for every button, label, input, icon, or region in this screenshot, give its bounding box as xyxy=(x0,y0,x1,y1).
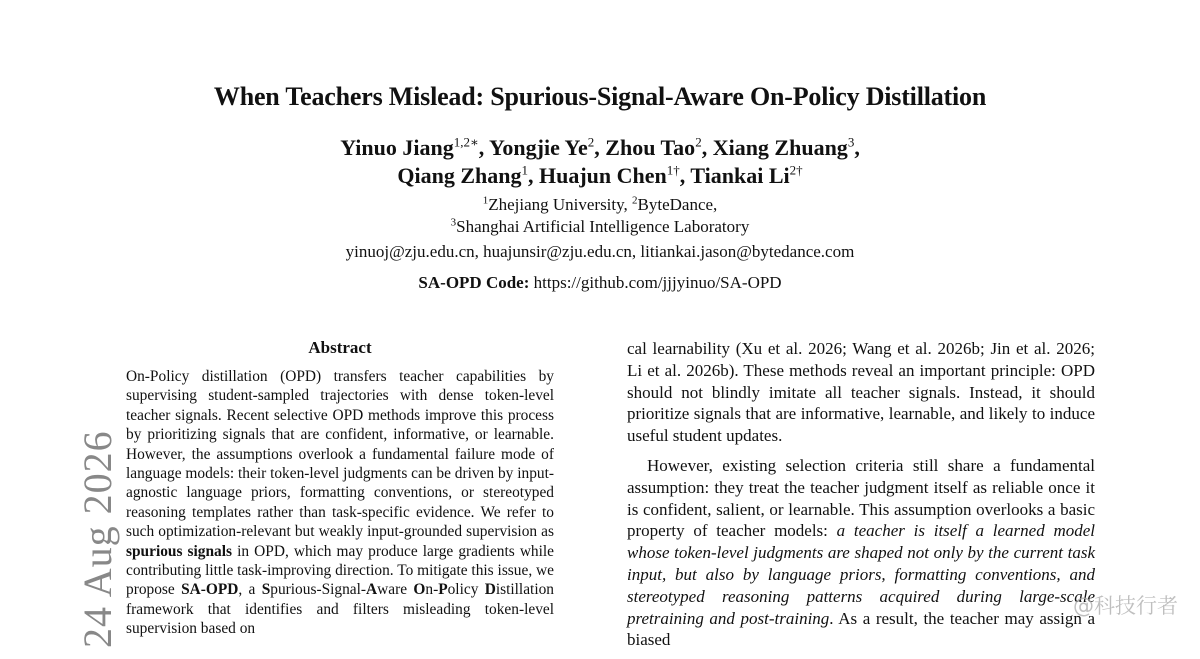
author-name: Yongjie Ye xyxy=(488,135,588,160)
affiliation-line-1 xyxy=(0,194,1200,216)
body-italic-text: a teacher is itself a learned model whose token-level judgments are shaped not only by the current task input, but also by language priors, formatting conventions, and stereotyped reasoning patterns acquired during large-scale pretraining and post-training xyxy=(627,521,1095,628)
author-separator: , xyxy=(854,135,860,160)
abstract-bold-term: spurious signals xyxy=(126,542,233,560)
watermark-text: @科技行者 xyxy=(1073,594,1178,618)
abstract-text: purious-Signal- xyxy=(270,581,367,599)
author-name: Xiang Zhuang xyxy=(712,135,848,160)
abstract-text: olicy xyxy=(447,581,485,599)
watermark xyxy=(1073,590,1178,620)
author-name: Qiang Zhang xyxy=(397,163,522,188)
author-affil-mark: 1† xyxy=(666,162,680,178)
abstract-text: On-Policy distillation (OPD) transfers teacher capabilities by supervising student-sampled trajectories with dense token-level teacher signals. Recent selective OPD methods improve this process by prioritizing signals that are confident, informative, or learnable. However, the assumptions overlook a fundamental failure mode of language models: their token-level judgments can be driven by input-agnostic language priors, formatting conventions, or stereotyped reasoning templates rather than task-specific evidence. We refer to such optimization-relevant but weakly input-grounded supervision as xyxy=(126,368,554,541)
margin-date-text: 24 Aug 2026 xyxy=(75,430,120,648)
abstract-text: ware xyxy=(377,581,414,599)
affiliation: Shanghai Artificial Intelligence Laboratory xyxy=(456,217,750,236)
affiliation: Zhejiang University, xyxy=(488,195,633,214)
affil-mark: 2 xyxy=(632,194,638,207)
abstract-text: in OPD, which may produce large gradients while contributing little task-improving direction. To mitigate this issue, we propose xyxy=(126,542,555,599)
author-affil-mark: 1,2∗ xyxy=(453,134,479,150)
author-affil-mark: 2 xyxy=(587,134,595,150)
abstract-text: , a xyxy=(238,581,262,599)
paper-title: When Teachers Mislead: Spurious-Signal-Aware On-Policy Distillation xyxy=(213,82,987,111)
author-separator: , xyxy=(478,135,489,160)
author-separator: , xyxy=(594,135,606,160)
author-separator: , xyxy=(701,135,713,160)
acronym-letter: O xyxy=(413,581,426,599)
abstract-bold-term: SA-OPD xyxy=(181,581,239,599)
author-separator: , xyxy=(679,163,691,188)
author-affil-mark: 3 xyxy=(847,134,855,150)
body-paragraph xyxy=(627,455,1095,651)
author-affil-mark: 2 xyxy=(695,134,702,150)
acronym-letter: S xyxy=(261,581,271,599)
code-link-line xyxy=(0,273,1200,293)
code-label: SA-OPD Code: xyxy=(418,273,530,292)
abstract-body xyxy=(126,367,554,639)
author-line-1 xyxy=(0,134,1200,162)
abstract-text: n- xyxy=(425,581,439,599)
acronym-letter: D xyxy=(484,581,496,599)
affiliation-line-2 xyxy=(0,216,1200,238)
abstract-heading: Abstract xyxy=(308,338,372,357)
abstract-text: istillation framework that identifies and filters misleading token-level supervision based on xyxy=(126,581,554,638)
acronym-letter: P xyxy=(438,581,448,599)
author-separator: , xyxy=(527,163,539,188)
intro-column xyxy=(627,338,1095,659)
affiliation: ByteDance, xyxy=(637,195,718,214)
arxiv-margin-stamp xyxy=(0,430,120,648)
author-affil-mark: 2† xyxy=(789,162,803,178)
author-name: Zhou Tao xyxy=(605,135,696,160)
author-name: Yinuo Jiang xyxy=(340,135,454,160)
author-affil-mark: 1 xyxy=(521,162,528,178)
affil-mark: 1 xyxy=(482,194,489,207)
body-paragraph: cal learnability (Xu et al. 2026; Wang et al. 2026b; Jin et al. 2026; Li et al. 2026b). These methods reveal an important principle: OPD should not blindly imitate all teacher signals. Instead, it should prioritize signals that are informative, learnable, and likely to induce useful student updates. xyxy=(627,339,1095,446)
author-name: Tiankai Li xyxy=(690,163,790,188)
acronym-letter: A xyxy=(366,581,378,599)
author-emails: yinuoj@zju.edu.cn, huajunsir@zju.edu.cn, litiankai.jason@bytedance.com xyxy=(345,242,855,261)
affil-mark: 3 xyxy=(450,216,457,229)
body-text: . As a result, the teacher may assign a biased xyxy=(627,608,1095,650)
author-name: Huajun Chen xyxy=(538,163,667,188)
body-text: However, existing selection criteria still share a fundamental assumption: they treat the teacher judgment itself as reliable once it is confident, salient, or learnable. This assumption overlooks a basic property of teacher models: xyxy=(627,455,1095,541)
code-url[interactable]: https://github.com/jjjyinuo/SA-OPD xyxy=(533,273,782,292)
author-line-2 xyxy=(0,162,1200,190)
